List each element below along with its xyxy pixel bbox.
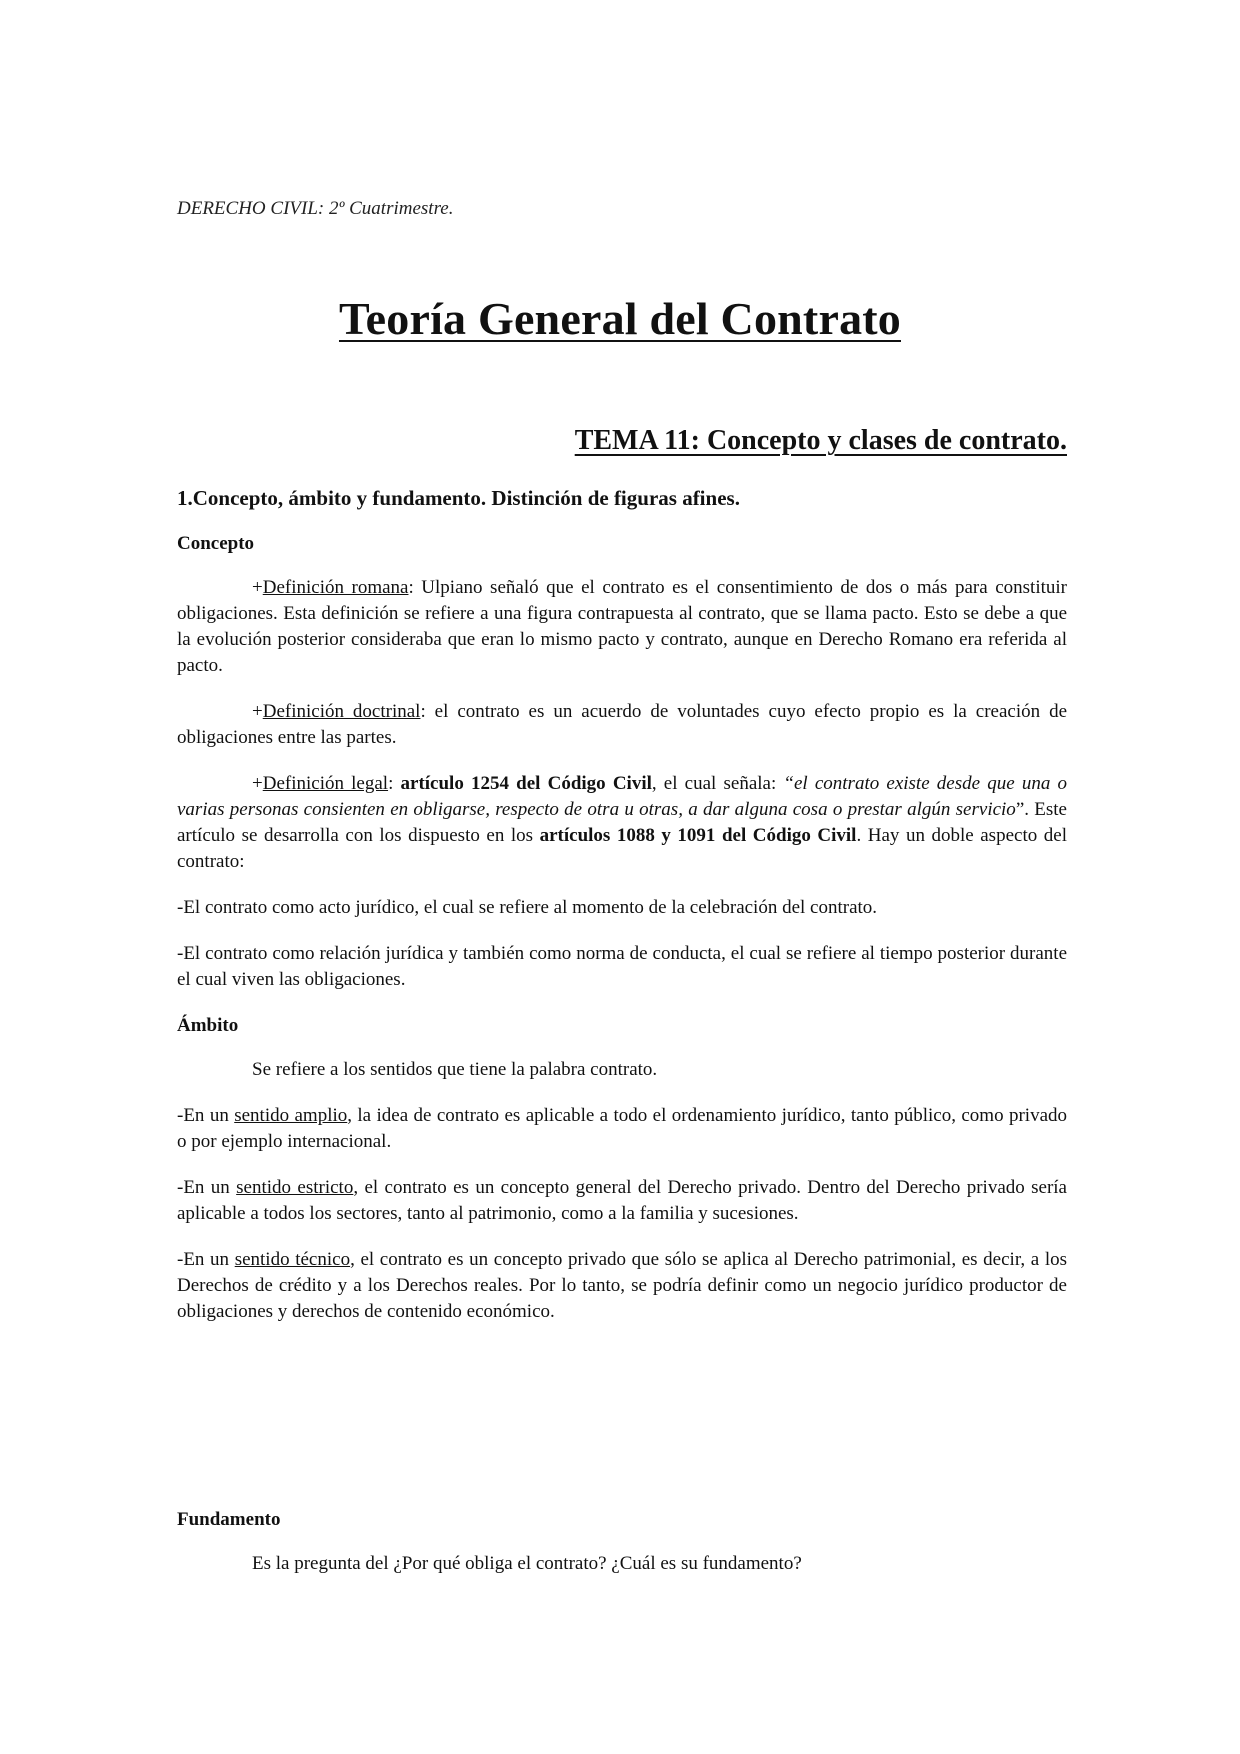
ambito-intro: Se refiere a los sentidos que tiene la palabra contrato. [252,1059,658,1080]
fundamento-text: Es la pregunta del ¿Por qué obliga el contrato? ¿Cuál es su fundamento? [252,1553,802,1574]
sentido-tecnico-paragraph [177,1247,1067,1325]
definicion-doctrinal-paragraph [177,699,1067,751]
tema-title [575,425,1067,457]
definicion-legal-quote-end: ”. Este artículo se desarrolla con los dispuesto en los [177,799,1067,846]
sentido-estricto-paragraph [177,1175,1067,1227]
definicion-legal-label: Definición legal [262,773,389,794]
definicion-romana-text: : Ulpiano señaló que el contrato es el consentimiento de dos o más para constituir obligaciones. Esta definición se refiere a una figura contrapuesta al contrato, que se llama pacto. Esto se debe a que la evolución posterior consideraba que eran lo mismo pacto y contrato, aunque en Derecho Romano era referida al pacto. [177,577,1067,676]
sentido-amplio-text: , la idea de contrato es aplicable a todo el ordenamiento jurídico, tanto público, como privado o por ejemplo internacional. [177,1105,1068,1152]
definicion-doctrinal-label: Definición doctrinal [262,701,421,722]
header-note: DERECHO CIVIL: 2º Cuatrimestre. [177,198,454,219]
bullet-prefix: + [252,773,263,794]
sentido-amplio-paragraph [177,1103,1067,1155]
sentido-tecnico-text: , el contrato es un concepto privado que sólo se aplica al Derecho patrimonial, es decir, a los Derechos de crédito y a los Derechos reales. Por lo tanto, se podría definir como un negocio jurídico productor de obligaciones y derechos de contenido económico. [177,1249,1067,1322]
definicion-legal-quote: “el contrato existe desde que una o varias personas consienten en obligarse, respecto de otra u otras, a dar alguna cosa o prestar algún servicio [177,773,1067,820]
ambito-heading: Ámbito [177,1015,239,1036]
document-body [177,485,1067,1597]
sentido-estricto-text: , el contrato es un concepto general del Derecho privado. Dentro del Derecho privado sería aplicable a todos los sectores, tanto al patrimonio, como a la familia y sucesiones. [177,1177,1067,1224]
concepto-heading: Concepto [177,533,255,554]
document-title [0,292,1240,345]
aspecto-relacion-juridica: -El contrato como relación jurídica y también como norma de conducta, el cual se refiere al tiempo posterior durante el cual viven las obligaciones. [177,943,1067,990]
tema-title-text: TEMA 11: Concepto y clases de contrato. [574,425,1067,456]
definicion-legal-colon: : [388,773,401,794]
definicion-romana-paragraph [177,575,1067,679]
blank-space [177,1345,1067,1507]
sentido-estricto-label: sentido estricto [236,1177,354,1198]
document-title-text: Teoría General del Contrato [338,293,901,344]
definicion-doctrinal-text: : el contrato es un acuerdo de voluntades cuyo efecto propio es la creación de obligaciones entre las partes. [177,701,1067,748]
bullet-prefix: + [252,701,263,722]
section-title: 1.Concepto, ámbito y fundamento. Distinción de figuras afines. [177,486,740,510]
bullet-prefix: + [252,577,263,598]
aspecto-acto-juridico: -El contrato como acto jurídico, el cual se refiere al momento de la celebración del contrato. [177,897,878,918]
sentido-prefix: -En un [177,1177,237,1198]
articulos-1088-1091-reference: artículos 1088 y 1091 del Código Civil [539,825,857,846]
sentido-tecnico-label: sentido técnico [234,1249,351,1270]
definicion-legal-paragraph [177,771,1067,875]
fundamento-heading: Fundamento [177,1509,281,1530]
definicion-legal-tail: . Hay un doble aspecto del contrato: [177,825,1067,872]
definicion-legal-mid: , el cual señala: [651,773,784,794]
articulo-1254-reference: artículo 1254 del Código Civil [400,773,652,794]
definicion-romana-label: Definición romana [262,577,409,598]
sentido-prefix: -En un [177,1105,235,1126]
sentido-amplio-label: sentido amplio [234,1105,348,1126]
sentido-prefix: -En un [177,1249,235,1270]
